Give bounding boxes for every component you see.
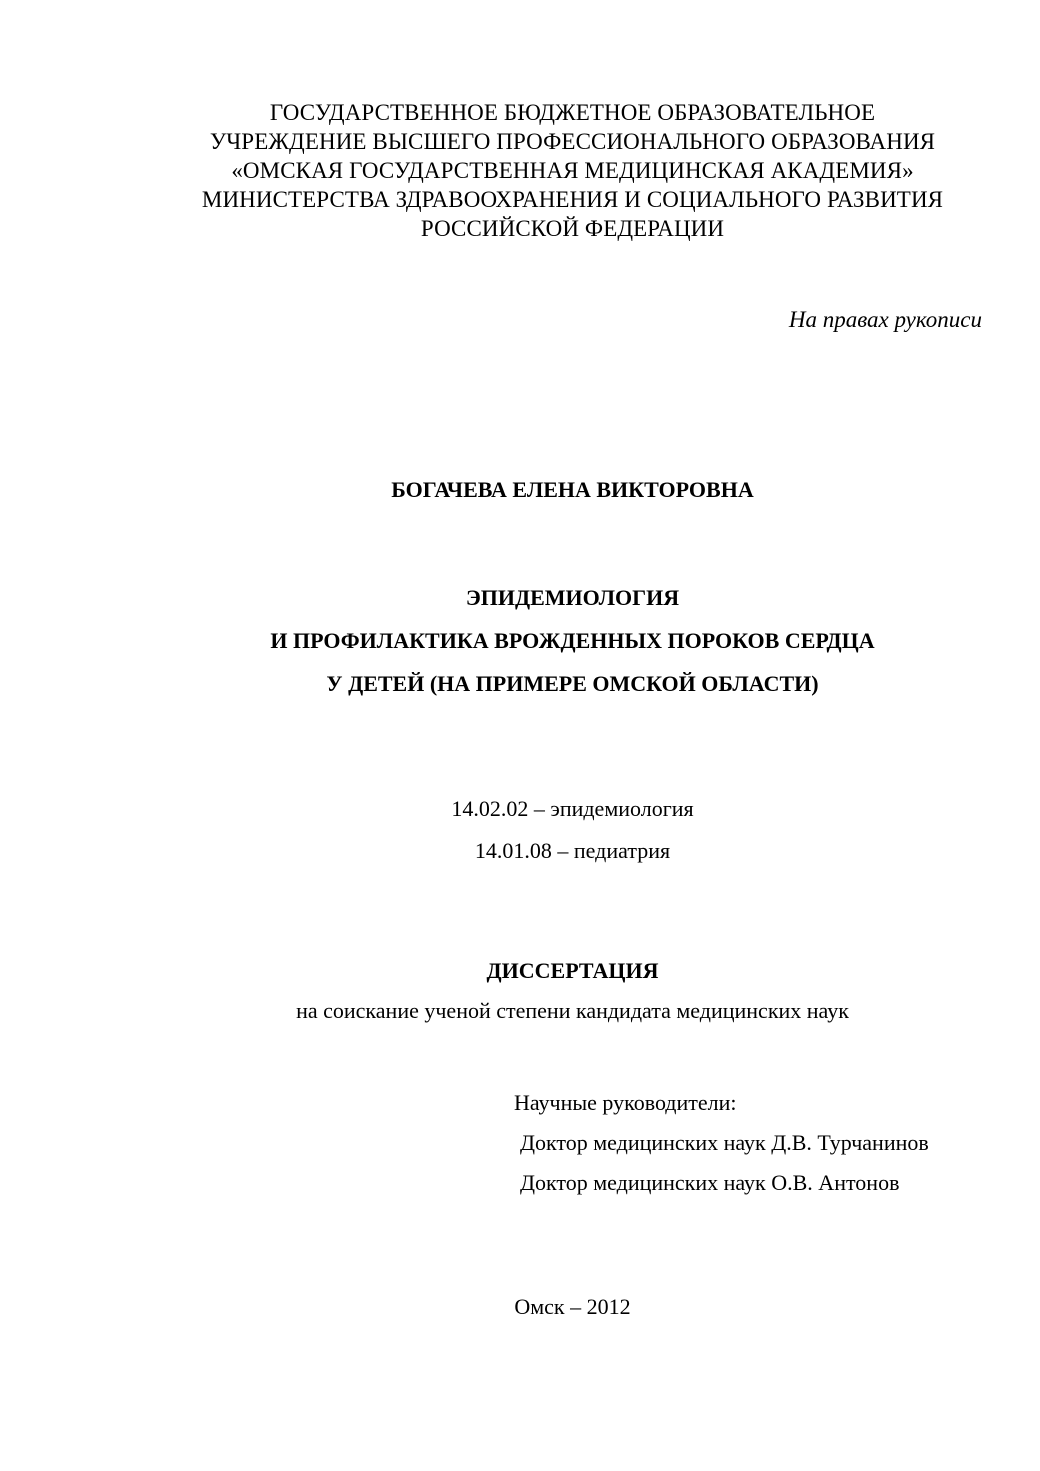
- institution-line: РОССИЙСКОЙ ФЕДЕРАЦИИ: [420, 216, 725, 241]
- place-year: Омск – 2012: [514, 1294, 631, 1319]
- institution-line: «ОМСКАЯ ГОСУДАРСТВЕННАЯ МЕДИЦИНСКАЯ АКАДЕМИЯ»: [231, 158, 914, 183]
- title-line: И ПРОФИЛАКТИКА ВРОЖДЕННЫХ ПОРОКОВ СЕРДЦА: [270, 628, 875, 653]
- author-name: БОГАЧЕВА ЕЛЕНА ВИКТОРОВНА: [391, 477, 754, 502]
- supervisor-item: Доктор медицинских наук О.В. Антонов: [520, 1170, 900, 1195]
- specialty-line: 14.01.08 – педиатрия: [474, 838, 671, 863]
- title-line: ЭПИДЕМИОЛОГИЯ: [465, 585, 680, 610]
- title-line: У ДЕТЕЙ (НА ПРИМЕРЕ ОМСКОЙ ОБЛАСТИ): [326, 671, 819, 696]
- specialty-codes: [0, 788, 1040, 872]
- degree-line: на соискание ученой степени кандидата медицинских наук: [296, 998, 849, 1023]
- manuscript-note: На правах рукописи: [788, 307, 982, 332]
- dissertation-title: [0, 576, 1040, 705]
- institution-line: ГОСУДАРСТВЕННОЕ БЮДЖЕТНОЕ ОБРАЗОВАТЕЛЬНОЕ: [269, 100, 876, 125]
- supervisors-block: [514, 1083, 929, 1203]
- institution-line: УЧРЕЖДЕНИЕ ВЫСШЕГО ПРОФЕССИОНАЛЬНОГО ОБРАЗОВАНИЯ: [209, 129, 936, 154]
- supervisors-heading: Научные руководители:: [514, 1090, 737, 1115]
- institution-header: [0, 98, 1040, 243]
- specialty-line: 14.02.02 – эпидемиология: [451, 796, 694, 821]
- document-type: ДИССЕРТАЦИЯ: [486, 958, 659, 983]
- supervisor-item: Доктор медицинских наук Д.В. Турчанинов: [520, 1130, 929, 1155]
- institution-line: МИНИСТЕРСТВА ЗДРАВООХРАНЕНИЯ И СОЦИАЛЬНОГО РАЗВИТИЯ: [201, 187, 944, 212]
